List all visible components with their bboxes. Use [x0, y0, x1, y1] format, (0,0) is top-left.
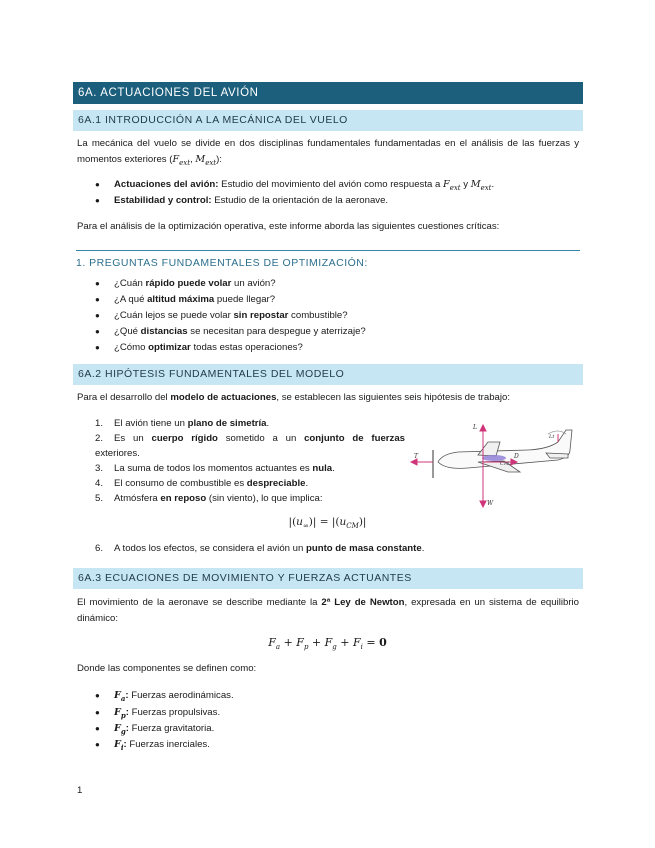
component-item: ● $F_i$: Fuerzas inerciales.	[95, 739, 210, 752]
label-T: T	[414, 453, 419, 460]
component-item: ● $F_a$: Fuerzas aerodinámicas.	[95, 690, 234, 703]
bullet-dot-icon: ●	[95, 724, 100, 733]
hypothesis-item-3: 3. La suma de todos los momentos actuantes es nula.	[95, 463, 335, 474]
hypotheses-intro: Para el desarrollo del modelo de actuaciones, se establecen las siguientes seis hipótesis de trabajo:	[77, 392, 511, 403]
intro-closing: Para el análisis de la optimización operativa, este informe aborda las siguientes cuestiones críticas:	[77, 221, 500, 232]
hypothesis-item-1: 1. El avión tiene un plano de simetría.	[95, 418, 270, 429]
bullet-dot-icon: ●	[95, 691, 100, 700]
bullet-dot-icon: ●	[95, 311, 100, 320]
question-item: ● ¿Cómo optimizar todas estas operaciones?	[95, 340, 303, 356]
hypothesis-item-5: 5. Atmósfera en reposo (sin viento), lo que implica:	[95, 493, 323, 504]
weight-arrowhead-icon	[480, 501, 486, 507]
airplane-forces-diagram	[408, 420, 583, 510]
components-intro: Donde las componentes se definen como:	[77, 663, 257, 674]
bullet-dot-icon: ●	[95, 740, 100, 749]
intro-paragraph: La mecánica del vuelo se divide en dos disciplinas fundamentales fundamentadas en el análisis de las fuerzas y momentos exteriores ($F_{ext}$, $M_{ext}$):	[77, 138, 579, 167]
equations-intro: El movimiento de la aeronave se describe mediante la 2ª Ley de Newton, expresada en un sistema de equilibrio dinámico:	[77, 597, 579, 624]
question-item: ● ¿Qué distancias se necesitan para despegue y aterrizaje?	[95, 324, 366, 340]
bullet-dot-icon: ●	[95, 708, 100, 717]
page-number: 1	[77, 785, 83, 796]
label-D: D	[514, 453, 519, 460]
hypothesis-item-2: 2. Es un cuerpo rígido sometido a un conjunto de fuerzas exteriores.	[95, 433, 405, 459]
hypotheses-section-header: 6A.2 HIPÓTESIS FUNDAMENTALES DEL MODELO	[73, 364, 583, 385]
equations-section-header: 6A.3 ECUACIONES DE MOVIMIENTO Y FUERZAS ACTUANTES	[73, 568, 583, 589]
question-item: ● ¿Cuán lejos se puede volar sin repostar combustible?	[95, 308, 348, 324]
label-Lt: Lt	[549, 434, 555, 440]
lift-arrowhead-icon	[480, 425, 486, 431]
bullet-estabilidad: ● Estabilidad y control: Estudio de la orientación de la aeronave.	[95, 193, 388, 209]
bullet-actuaciones: ● Actuaciones del avión: Estudio del movimiento del avión como respuesta a $F_{ext}$ y $M_{ext}$.	[95, 179, 495, 192]
component-item: ● $F_p$: Fuerzas propulsivas.	[95, 707, 221, 720]
bullet-dot-icon: ●	[95, 295, 100, 304]
hypothesis-item-4: 4. El consumo de combustible es despreciable.	[95, 478, 309, 489]
intro-section-header: 6A.1 INTRODUCCIÓN A LA MECÁNICA DEL VUELO	[73, 110, 583, 131]
questions-header: 1. PREGUNTAS FUNDAMENTALES DE OPTIMIZACIÓN:	[76, 250, 580, 272]
label-L: L	[473, 424, 477, 431]
bullet-dot-icon: ●	[95, 180, 100, 189]
main-section-header: 6A. ACTUACIONES DEL AVIÓN	[73, 82, 583, 104]
velocity-equation: $|(u_\infty)| = |(u_{CM})|$	[288, 516, 367, 531]
question-item: ● ¿A qué altitud máxima puede llegar?	[95, 292, 275, 308]
bullet-dot-icon: ●	[95, 343, 100, 352]
hypothesis-item-6: 6. A todos los efectos, se considera el avión un punto de masa constante.	[95, 543, 425, 554]
question-item: ● ¿Cuán rápido puede volar un avión?	[95, 276, 276, 292]
component-item: ● $F_g$: Fuerza gravitatoria.	[95, 723, 215, 736]
newton-equation: $F_a + F_p + F_g + F_i = 0$	[268, 636, 387, 652]
bullet-dot-icon: ●	[95, 327, 100, 336]
label-CM: CM	[500, 461, 509, 467]
bullet-dot-icon: ●	[95, 279, 100, 288]
label-W: W	[487, 500, 494, 507]
bullet-dot-icon: ●	[95, 196, 100, 205]
